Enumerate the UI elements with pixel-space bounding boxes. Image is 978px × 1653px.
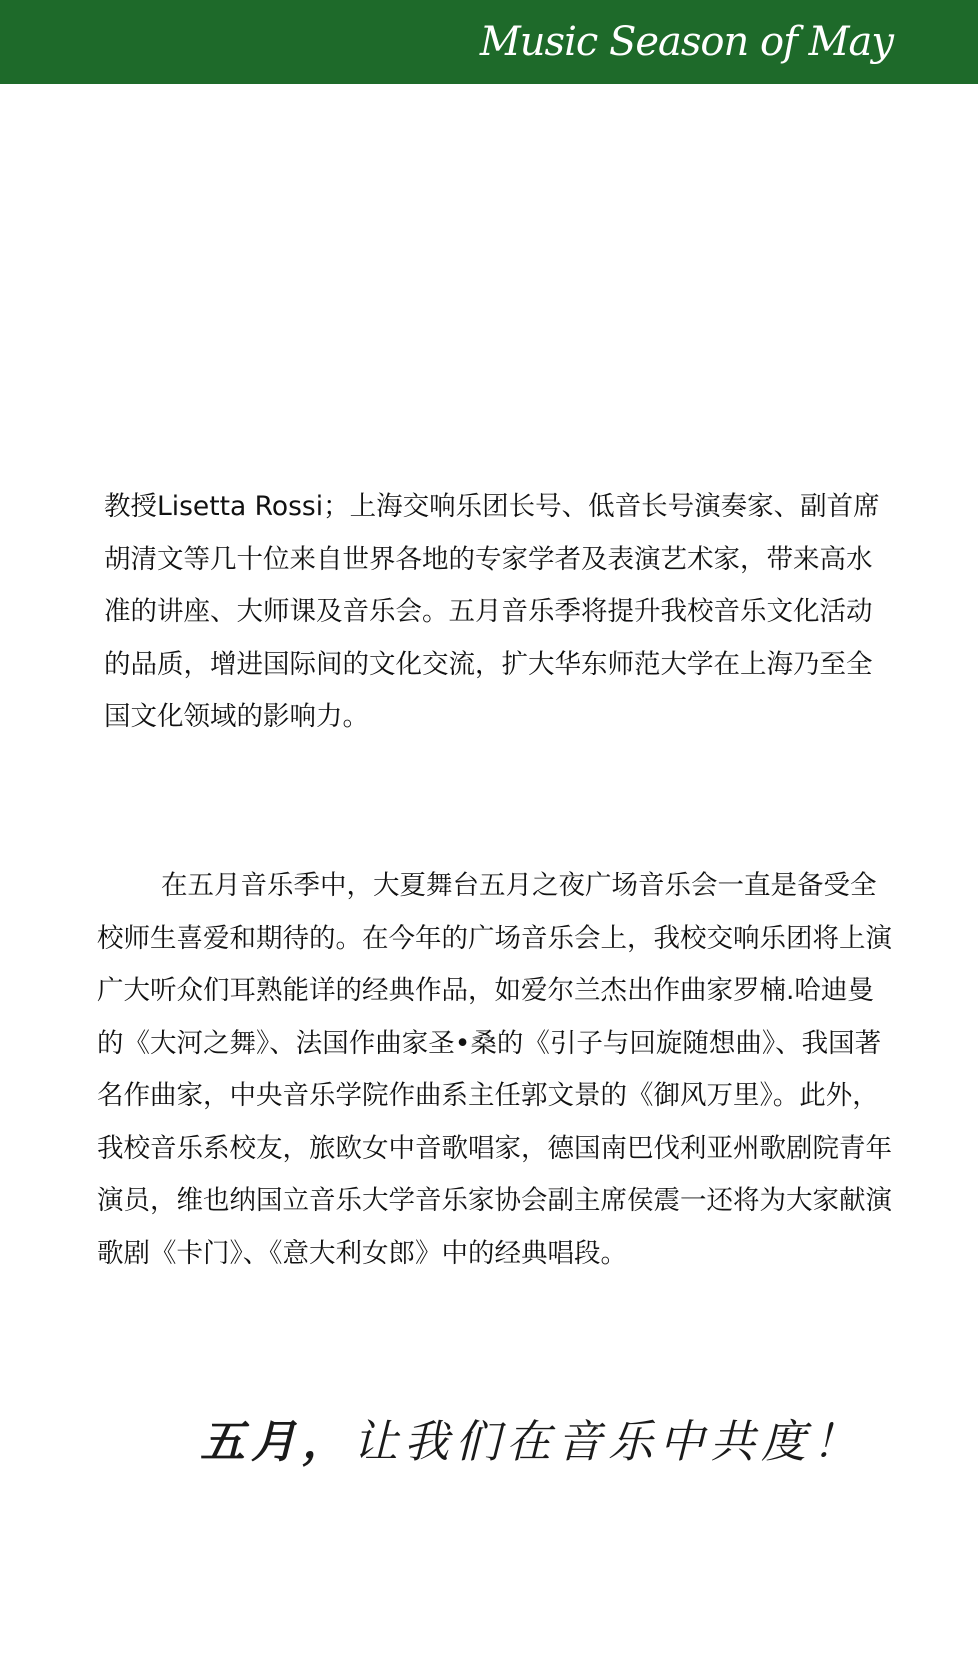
- body-paragraph-2: 在五月音乐季中，大夏舞台五月之夜广场音乐会一直是备受全校师生喜爱和期待的。在今年的广场音乐会上，我校交响乐团将上演广大听众们耳熟能详的经典作品，如爱尔兰杰出作曲家罗楠.哈迪曼的《大河之舞》、法国作曲家圣•桑的《引子与回旋随想曲》、我国著名作曲家，中央音乐学院作曲系主任郭文景的《御风万里》。此外，我校音乐系校友，旅欧女中音歌唱家，德国南巴伐利亚州歌剧院青年演员，维也纳国立音乐大学音乐家协会副主席侯震一还将为大家献演歌剧《卡门》、《意大利女郎》中的经典唱段。: [97, 870, 892, 1269]
- header-bar: [0, 0, 978, 84]
- closing-lead: 五月，: [200, 1415, 354, 1468]
- body-paragraph-1: 教授Lisetta Rossi；上海交响乐团长号、低音长号演奏家、副首席胡清文等几十位来自世界各地的专家学者及表演艺术家，带来高水准的讲座、大师课及音乐会。五月音乐季将提升我校音乐文化活动的品质，增进国际间的文化交流，扩大华东师范大学在上海乃至全国文化领域的影响力。: [104, 491, 880, 732]
- header-title: Music Season of May: [479, 19, 893, 65]
- closing-line: [200, 1412, 864, 1472]
- closing-rest: 让我们在音乐中共度！: [353, 1415, 864, 1468]
